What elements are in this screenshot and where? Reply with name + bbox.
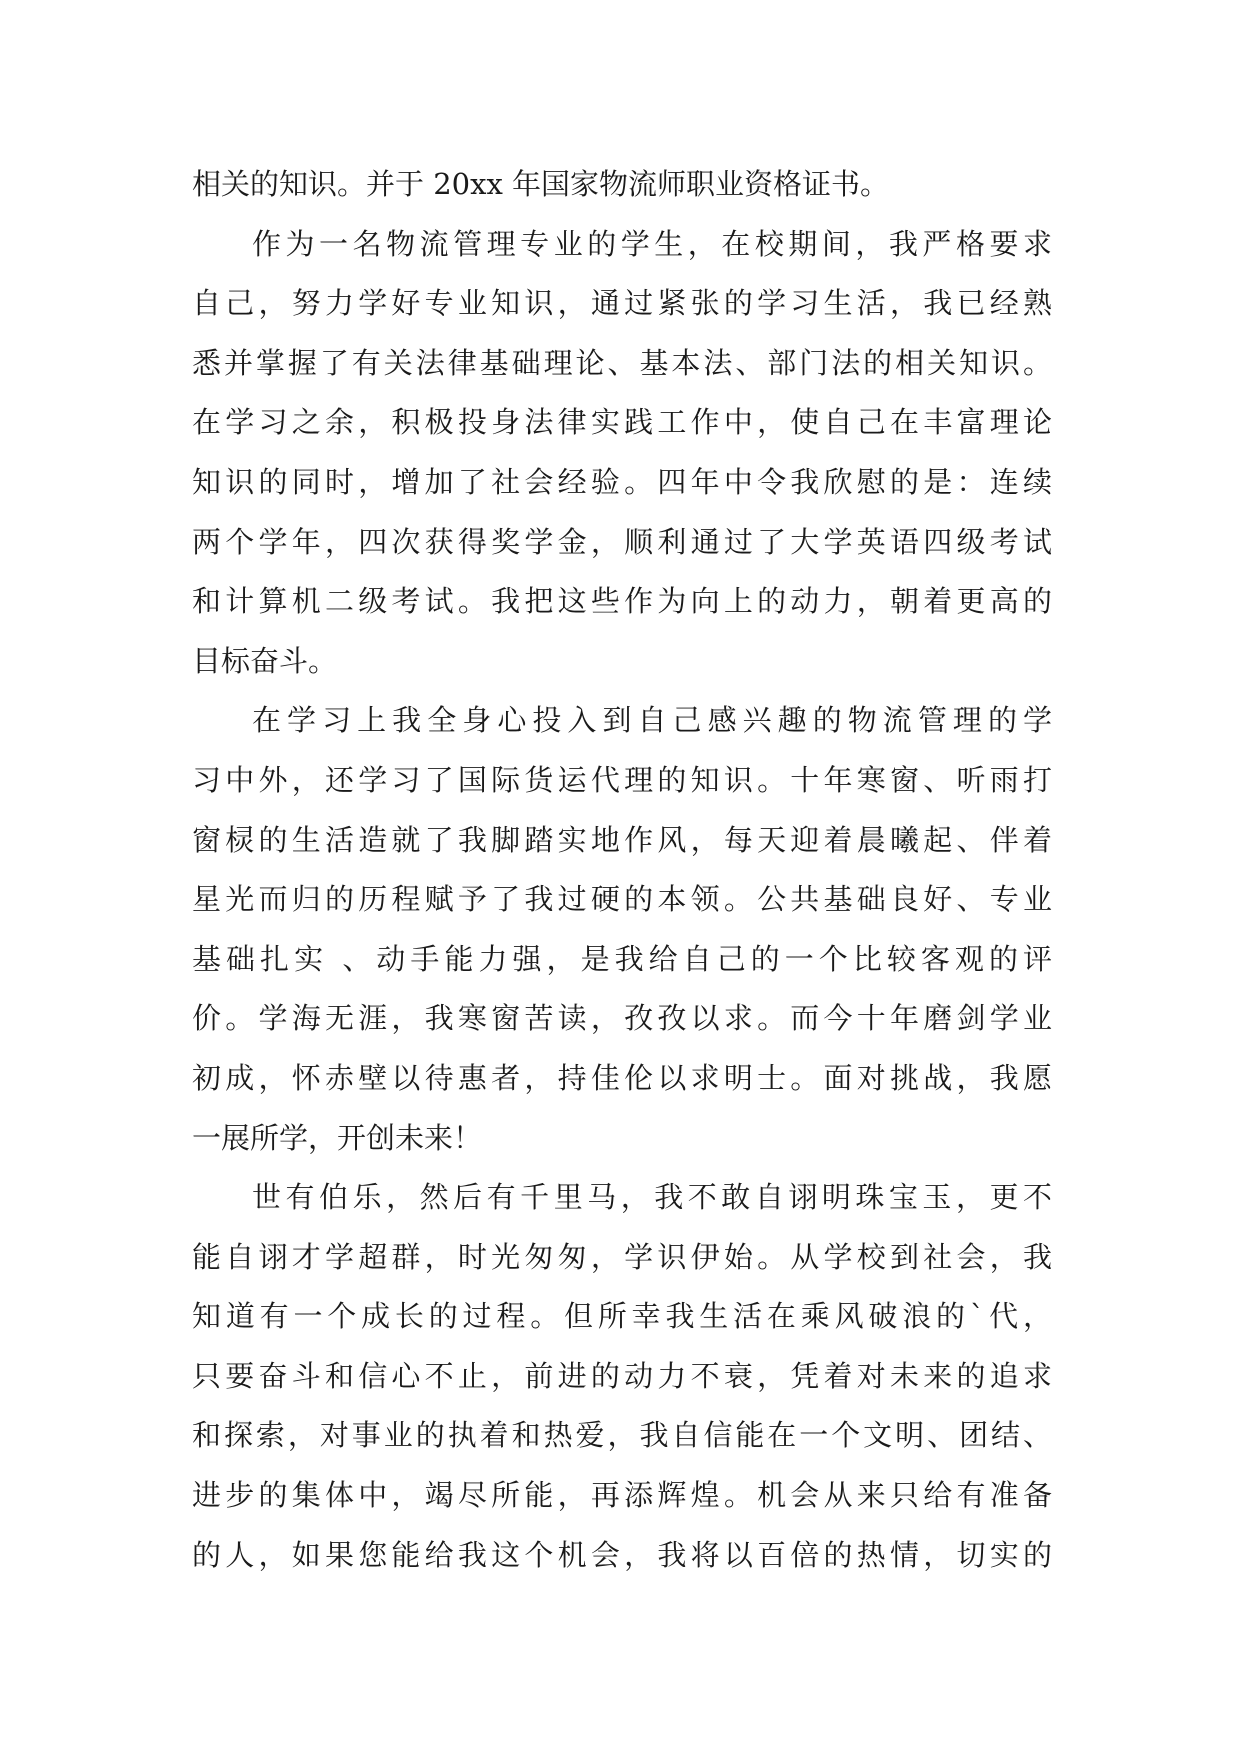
paragraph-start-line: 在学习上我全身心投入到自己感兴趣的物流管理的学 bbox=[252, 703, 1052, 738]
text-line: 能自诩才学超群，时光匆匆，学识伊始。从学校到社会，我 bbox=[192, 1239, 1052, 1274]
text-line: 自己，努力学好专业知识，通过紧张的学习生活，我已经熟 bbox=[192, 286, 1052, 321]
text-line: 在学习之余，积极投身法律实践工作中，使自己在丰富理论 bbox=[192, 405, 1052, 440]
text-line: 和探索，对事业的执着和热爱，我自信能在一个文明、团结、 bbox=[192, 1418, 1052, 1453]
text-line: 初成，怀赤壁以待惠者，持佳伦以求明士。面对挑战，我愿 bbox=[192, 1060, 1052, 1095]
text-line: 一展所学，开创未来！ bbox=[192, 1120, 483, 1155]
text-line: 两个学年，四次获得奖学金，顺利通过了大学英语四级考试 bbox=[192, 524, 1052, 559]
text-line: 只要奋斗和信心不止，前进的动力不衰，凭着对未来的追求 bbox=[192, 1358, 1052, 1393]
paragraph-start-line: 世有伯乐，然后有千里马，我不敢自诩明珠宝玉，更不 bbox=[252, 1180, 1052, 1215]
text-line: 悉并掌握了有关法律基础理论、基本法、部门法的相关知识。 bbox=[192, 345, 1052, 380]
text-line: 知道有一个成长的过程。但所幸我生活在乘风破浪的`代， bbox=[192, 1299, 1052, 1334]
text-line: 基础扎实 、动手能力强，是我给自己的一个比较客观的评 bbox=[192, 941, 1052, 976]
text-line: 星光而归的历程赋予了我过硬的本领。公共基础良好、专业 bbox=[192, 882, 1052, 917]
body-text bbox=[192, 155, 1052, 1585]
paragraph-start-line: 作为一名物流管理专业的学生，在校期间，我严格要求 bbox=[252, 226, 1052, 261]
text-line: 进步的集体中，竭尽所能，再添辉煌。机会从来只给有准备 bbox=[192, 1478, 1052, 1513]
text-line: 目标奋斗。 bbox=[192, 643, 338, 678]
text-line: 知识的同时，增加了社会经验。四年中令我欣慰的是：连续 bbox=[192, 464, 1052, 499]
text-line: 窗棂的生活造就了我脚踏实地作风，每天迎着晨曦起、伴着 bbox=[192, 822, 1052, 857]
text-line: 习中外，还学习了国际货运代理的知识。十年寒窗、听雨打 bbox=[192, 762, 1052, 797]
text-line: 价。学海无涯，我寒窗苦读，孜孜以求。而今十年磨剑学业 bbox=[192, 1001, 1052, 1036]
text-line: 和计算机二级考试。我把这些作为向上的动力，朝着更高的 bbox=[192, 584, 1052, 619]
text-line: 的人，如果您能给我这个机会，我将以百倍的热情，切实的 bbox=[192, 1537, 1052, 1572]
text-line: 相关的知识。并于 20xx 年国家物流师职业资格证书。 bbox=[192, 167, 890, 201]
